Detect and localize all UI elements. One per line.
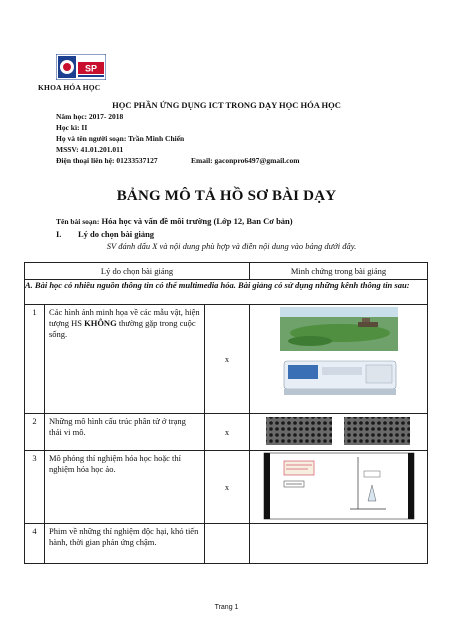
row-mark: x: [205, 414, 250, 451]
row-text: Các hình ảnh minh họa về các mẫu vật, hiện tượng HS KHÔNG thường gặp trong cuộc sống.: [45, 305, 205, 414]
col-evidence-header: Minh chứng trong bài giảng: [250, 263, 428, 280]
table-row: [25, 524, 428, 564]
table-row: [25, 305, 428, 414]
course-title: HỌC PHẦN ỨNG DỤNG ICT TRONG DẠY HỌC HÓA HỌC: [112, 100, 341, 110]
row-text: Phim về những thí nghiệm độc hại, khó tiến hành, thời gian phản ứng chậm.: [45, 524, 205, 564]
student-id: [56, 145, 123, 154]
spectrophotometer-image: [284, 361, 396, 395]
academic-year: [56, 112, 123, 121]
document-title: BẢNG MÔ TẢ HỒ SƠ BÀI DẠY: [116, 188, 337, 204]
evidence-images: [250, 451, 428, 524]
row-text: Những mô hình cấu trúc phân tử ở trạng thái vi mô.: [45, 414, 205, 451]
semester: [56, 123, 87, 132]
section-number: I.: [56, 229, 62, 239]
evidence-images: [250, 524, 428, 564]
university-logo: [56, 54, 106, 80]
phone-value: 01233537127: [116, 156, 158, 165]
row-mark: x: [205, 451, 250, 524]
row-number: 4: [25, 524, 45, 564]
row-mark: [205, 524, 250, 564]
row-number: 2: [25, 414, 45, 451]
table-header-row: [25, 263, 428, 280]
instruction-text: SV đánh dấu X và nội dung phù hợp và điền nội dung vào bảng dưới đây.: [106, 241, 357, 251]
author: [56, 134, 184, 143]
email-label: Email:: [191, 156, 213, 165]
row-number: 1: [25, 305, 45, 414]
molecular-structure-image: [250, 414, 428, 448]
author-label: Họ và tên người soạn:: [56, 134, 127, 143]
table-row: [25, 451, 428, 524]
section-a-row: [25, 280, 428, 305]
author-value: Trần Minh Chiến: [128, 134, 185, 143]
lesson-name: Hóa học và vấn đề môi trường (Lớp 12, Ban Cơ bản): [101, 216, 293, 226]
evidence-images: [250, 305, 428, 414]
row-text: Mô phỏng thí nghiệm hóa học hoặc thí nghiệm hóa học ảo.: [45, 451, 205, 524]
lesson-label: Tên bài soạn:: [56, 217, 100, 226]
phone: [56, 156, 158, 165]
lesson-line: [56, 216, 293, 226]
id-label: MSSV:: [56, 145, 79, 154]
year-label: Năm học:: [56, 112, 88, 121]
logo-text: SP: [84, 63, 98, 74]
semester-label: Học kì:: [56, 123, 80, 132]
row-mark: x: [205, 305, 250, 414]
semester-value: II: [81, 123, 88, 132]
year-value: 2017- 2018: [88, 112, 124, 121]
row-number: 3: [25, 451, 45, 524]
section-a-text: A. Bài học có nhiều nguồn thông tin có thể multimedia hóa. Bài giảng có sử dụng những kênh thông tin sau:: [25, 280, 428, 305]
email: [191, 156, 300, 165]
phone-label: Điện thoại liên hệ:: [56, 156, 115, 165]
col-reason-header: Lý do chọn bài giảng: [25, 263, 250, 280]
page-number: Trang 1: [214, 604, 239, 611]
section-heading: [56, 229, 154, 239]
email-value: gaconpro6497@gmail.com: [214, 156, 300, 165]
table-row: [25, 414, 428, 451]
polluted-water-image: [250, 305, 428, 411]
evidence-images: [250, 414, 428, 451]
section-title: Lý do chọn bài giảng: [78, 229, 155, 239]
id-value: 41.01.201.011: [80, 145, 124, 154]
lesson-table: [24, 262, 428, 564]
experiment-simulation-image: [250, 451, 428, 521]
department-name: KHOA HÓA HỌC: [38, 83, 101, 92]
